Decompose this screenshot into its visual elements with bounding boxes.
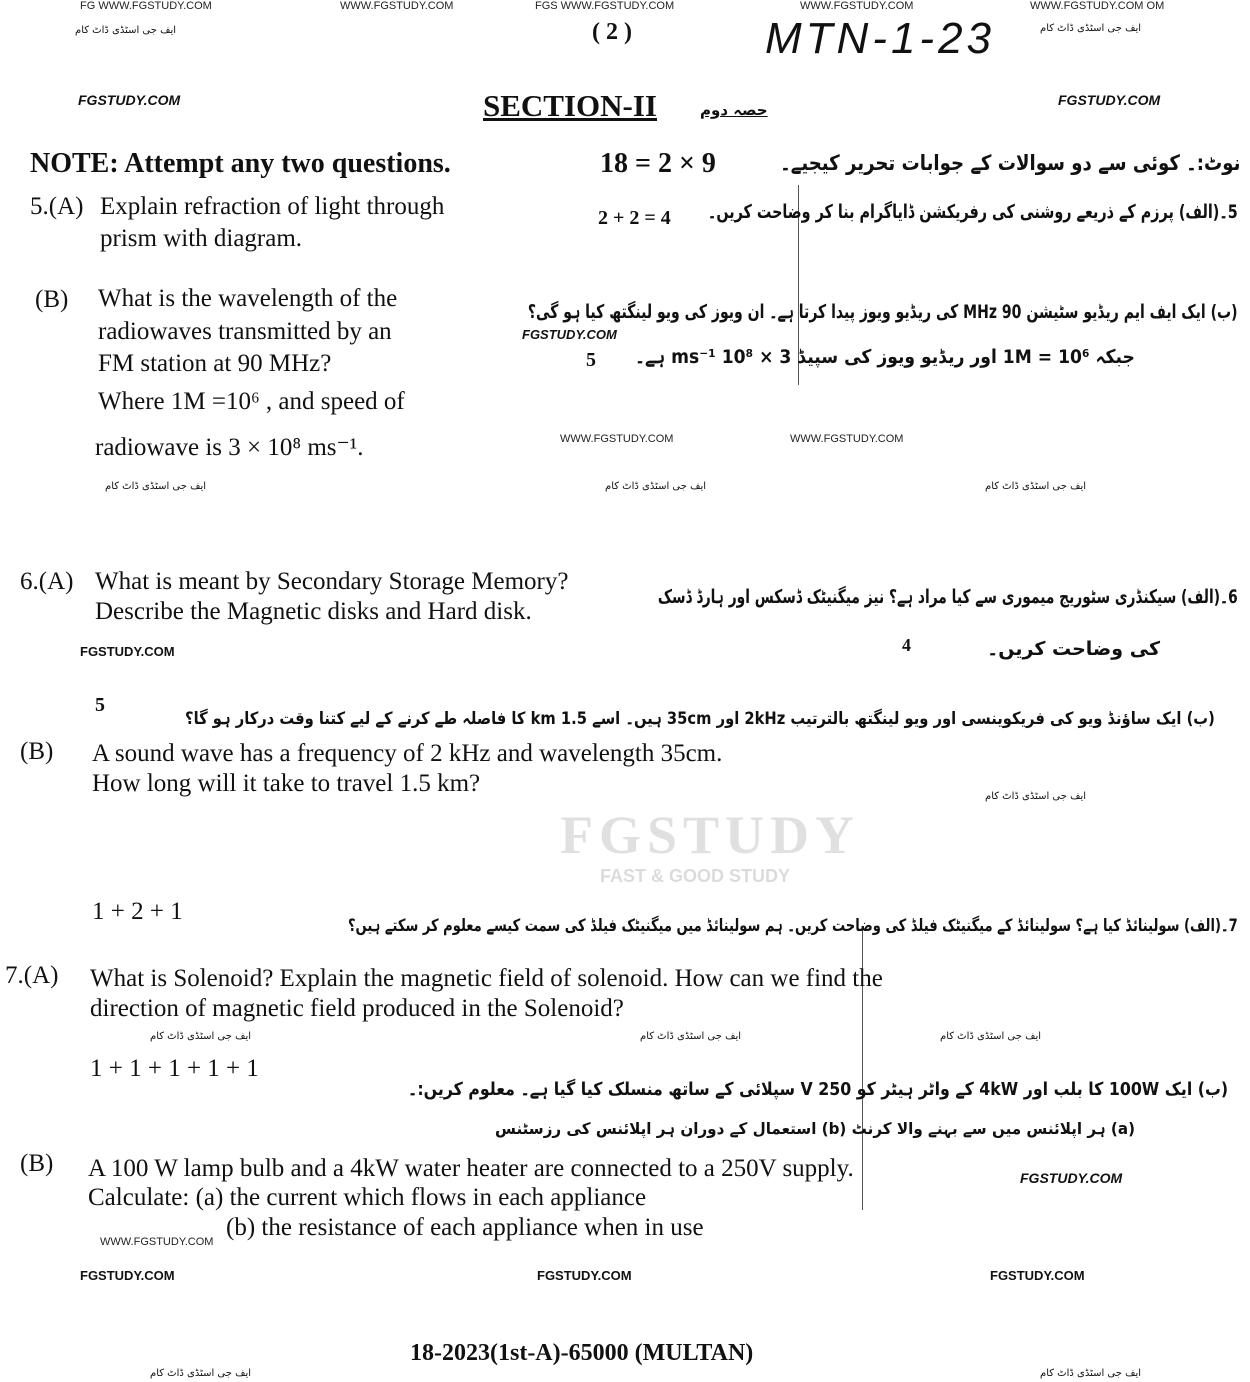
q5b-text: radiowaves transmitted by an [98, 318, 392, 345]
urdu-watermark: ایف جی اسٹڈی ڈاٹ کام [75, 25, 177, 36]
watermark-tagline: FAST & GOOD STUDY [600, 866, 791, 886]
urdu-watermark: ایف جی اسٹڈی ڈاٹ کام [640, 1031, 742, 1042]
q7b-label: (B) [20, 1150, 54, 1177]
q7a-urdu: 7۔(الف) سولینائڈ کیا ہے؟ سولینائڈ کے میگنیٹک فیلڈ کی وضاحت کریں۔ ہم سولینائڈ میں میگنیٹک فیلڈ کی سمت کیسے معلوم کر سکتے ہیں؟ [348, 916, 1238, 936]
watermark-text: WWW.FGSTUDY.COM [800, 0, 914, 12]
note-urdu: نوٹ:۔ کوئی سے دو سوالات کے جوابات تحریر کیجیے۔ [779, 151, 1240, 175]
q5b-text: Where 1M =10⁶ , and speed of [98, 388, 405, 415]
site-watermark: FGSTUDY.COM [990, 1268, 1085, 1283]
q7a-text: direction of magnetic field produced in the Solenoid? [90, 995, 624, 1022]
note-instruction: NOTE: Attempt any two questions. [30, 148, 451, 179]
watermark-text: WWW.FGSTUDY.COM OM [1030, 0, 1165, 12]
q7a-text: What is Solenoid? Explain the magnetic field of solenoid. How can we find the [90, 965, 883, 992]
watermark-logo: FGSTUDY [560, 805, 861, 865]
q6b-text: A sound wave has a frequency of 2 kHz and wavelength 35cm. [92, 740, 723, 767]
watermark-text: WWW.FGSTUDY.COM [790, 433, 904, 445]
note-marks: 18 = 2 × 9 [600, 148, 716, 179]
q7a-marks: 1 + 2 + 1 [92, 898, 183, 925]
paper-code: MTN-1-23 [765, 14, 996, 63]
urdu-watermark: ایف جی اسٹڈی ڈاٹ کام [105, 481, 207, 492]
urdu-watermark: ایف جی اسٹڈی ڈاٹ کام [1040, 1368, 1142, 1379]
urdu-watermark: ایف جی اسٹڈی ڈاٹ کام [605, 481, 707, 492]
q5b-text: radiowave is 3 × 10⁸ ms⁻¹. [95, 434, 364, 461]
q6a-label: 6.(A) [20, 568, 74, 595]
q5b-label: (B) [35, 286, 69, 313]
section-title-urdu: حصہ دوم [700, 101, 768, 119]
q5b-urdu: (ب) ایک ایف ایم ریڈیو سٹیشن 90 MHz کی ریڈیو ویوز پیدا کرتا ہے۔ ان ویوز کی ویو لینگتھ کیا ہو گی؟ [528, 301, 1238, 323]
q5b-text: What is the wavelength of the [98, 285, 398, 312]
q7b-marks: 1 + 1 + 1 + 1 + 1 [90, 1055, 259, 1082]
q6a-marks: 4 [902, 635, 911, 655]
q6a-text: What is meant by Secondary Storage Memory? [95, 568, 569, 595]
site-watermark: FGSTUDY.COM [522, 327, 617, 342]
q5b-marks: 5 [586, 349, 596, 371]
q5a-text: prism with diagram. [100, 225, 303, 252]
q6b-text: How long will it take to travel 1.5 km? [92, 770, 481, 797]
q7b-urdu: (ب) ایک 100W کا بلب اور 4kW کے واٹر ہیٹر کو 250 V سپلائی کے ساتھ منسلک کیا گیا ہے۔ معلوم کریں:۔ [407, 1079, 1228, 1100]
q6a-urdu: 6۔(الف) سیکنڈری سٹوریج میموری سے کیا مراد ہے؟ نیز میگنیٹک ڈسکس اور ہارڈ ڈسک [658, 586, 1238, 608]
site-watermark: FGSTUDY.COM [1058, 92, 1161, 108]
watermark-text: WWW.FGSTUDY.COM [560, 433, 674, 445]
site-watermark: FGSTUDY.COM [80, 1268, 175, 1283]
watermark-text: WWW.FGSTUDY.COM [100, 1236, 214, 1248]
q6b-label: (B) [20, 738, 54, 765]
q7b-text: A 100 W lamp bulb and a 4kW water heater are connected to a 250V supply. [88, 1155, 854, 1182]
q6a-urdu: کی وضاحت کریں۔ [987, 638, 1160, 660]
footer-code: 18-2023(1st-A)-65000 (MULTAN) [410, 1340, 754, 1366]
site-watermark: FGSTUDY.COM [537, 1268, 632, 1283]
page-number: ( 2 ) [592, 19, 632, 45]
q5b-text: FM station at 90 MHz? [98, 350, 332, 377]
urdu-watermark: ایف جی اسٹڈی ڈاٹ کام [150, 1368, 252, 1379]
q6a-text: Describe the Magnetic disks and Hard disk. [95, 598, 532, 625]
q7b-urdu: (a) ہر اپلائنس میں سے بہنے والا کرنٹ (b) استعمال کے دوران ہر اپلائنس کی رزسٹنس [495, 1119, 1135, 1138]
q5a-marks: 2 + 2 = 4 [598, 207, 671, 229]
q7a-label: 7.(A) [5, 962, 59, 989]
q5b-urdu: جبکہ 1M = 10⁶ اور ریڈیو ویوز کی سپیڈ 3 × 10⁸ ms⁻¹ ہے۔ [635, 346, 1135, 368]
urdu-watermark: ایف جی اسٹڈی ڈاٹ کام [985, 791, 1087, 802]
watermark-text: FGS WWW.FGSTUDY.COM [535, 0, 675, 12]
site-watermark: FGSTUDY.COM [78, 92, 181, 108]
q7b-text: Calculate: (a) the current which flows in each appliance [88, 1184, 647, 1211]
q7b-text: (b) the resistance of each appliance when in use [226, 1214, 704, 1241]
watermark-text: FG WWW.FGSTUDY.COM [80, 0, 212, 12]
urdu-watermark: ایف جی اسٹڈی ڈاٹ کام [1040, 23, 1142, 34]
q5a-label: 5.(A) [30, 193, 84, 220]
q6b-urdu: (ب) ایک ساؤنڈ ویو کی فریکوینسی اور ویو لینگتھ بالترتیب 2kHz اور 35cm ہیں۔ اسے 1.5 km کا فاصلہ طے کرنے کے لیے کتنا وقت درکار ہو گا؟ [185, 709, 1215, 729]
urdu-watermark: ایف جی اسٹڈی ڈاٹ کام [150, 1031, 252, 1042]
site-watermark: FGSTUDY.COM [1020, 1170, 1123, 1186]
watermark-text: WWW.FGSTUDY.COM [340, 0, 454, 12]
site-watermark: FGSTUDY.COM [80, 644, 175, 659]
urdu-watermark: ایف جی اسٹڈی ڈاٹ کام [940, 1031, 1042, 1042]
urdu-watermark: ایف جی اسٹڈی ڈاٹ کام [985, 481, 1087, 492]
section-title: SECTION-II [483, 88, 657, 123]
q6b-marks: 5 [95, 694, 105, 716]
q5a-urdu: 5۔(الف) پرزم کے ذریعے روشنی کی رفریکشن ڈایاگرام بنا کر وضاحت کریں۔ [708, 201, 1238, 223]
q5a-text: Explain refraction of light through [100, 193, 445, 220]
